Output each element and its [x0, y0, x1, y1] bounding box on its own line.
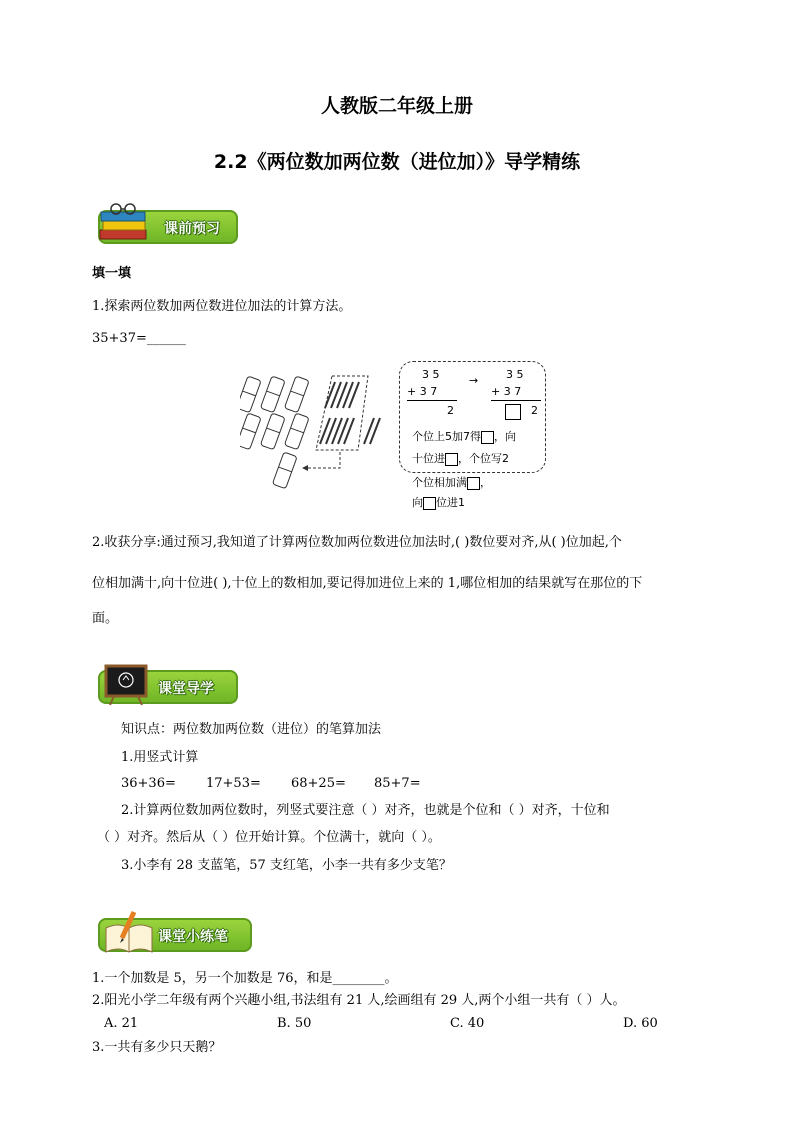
section-label-guide: 课堂导学	[158, 681, 214, 697]
guide-expr-4: 85+7=	[374, 776, 421, 791]
explain-line1-text: 个位上5加7得	[412, 430, 481, 443]
guide-item2-line1: 2.计算两位数加两位数时，列竖式要注意（ ）对齐，也就是个位和（ ）对齐，十位和	[121, 803, 610, 818]
explain-line2	[412, 452, 509, 466]
option-c[interactable]: C. 40	[450, 1016, 485, 1031]
right-sum-line	[491, 400, 541, 401]
guide-expr-2: 17+53=	[206, 776, 261, 791]
explain-line3-text: 个位相加满	[412, 476, 467, 489]
left-result: 2	[447, 404, 454, 417]
page-subtitle: 2.2《两位数加两位数（进位加）》导学精练	[213, 151, 581, 173]
right-result: 2	[531, 404, 538, 417]
practice-q3: 3.一共有多少只天鹅？	[92, 1040, 222, 1055]
right-addend: + 3 7	[491, 385, 522, 398]
explain-line4-end: 位进1	[436, 496, 465, 509]
section-label-preview: 课前预习	[164, 221, 220, 237]
preview-q1: 1.探索两位数加两位数进位加法的计算方法。	[92, 299, 352, 314]
explain-line2-text: 十位进	[412, 452, 445, 465]
guide-item3: 3.小李有 28 支蓝笔，57 支红笔，小李一共有多少支笔？	[121, 858, 452, 873]
guide-item2-line2: （ ）对齐。然后从（ ）位开始计算。个位满十，就向（ ）。	[97, 830, 441, 845]
explain-line3	[412, 476, 491, 490]
books-icon	[98, 202, 150, 246]
guide-expr-1: 36+36=	[121, 776, 176, 791]
explain-line4-text: 向	[412, 496, 423, 509]
explain-line1-end: ，向	[494, 430, 516, 443]
notebook-pencil-icon	[102, 910, 156, 956]
preview-q2-line1: 2.收获分享:通过预习,我知道了计算两位数加两位数进位加法时,( )数位要对齐,从( )位加起,个	[92, 535, 622, 550]
explain-line2-end: ，个位写2	[458, 452, 509, 465]
left-addend: + 3 7	[407, 385, 438, 398]
preview-q2-line3: 面。	[92, 611, 119, 626]
left-sum-line	[407, 400, 457, 401]
preview-q1-expr: 35+37=______	[92, 331, 186, 346]
practice-q1: 1.一个加数是 5，另一个加数是 76，和是________。	[92, 971, 398, 986]
section-banner-preview	[92, 202, 240, 248]
guide-item1: 1.用竖式计算	[121, 750, 199, 765]
right-top-number: 3 5	[506, 368, 524, 381]
blackboard-icon	[104, 664, 148, 706]
preview-q2-line2: 位相加满十,向十位进( ),十位上的数相加,要记得加进位上来的 1,哪位相加的结果就写在那位的下	[92, 576, 643, 591]
fill-heading: 填一填	[92, 266, 132, 281]
knowledge-point: 知识点：两位数加两位数（进位）的笔算加法	[121, 722, 382, 737]
explain-line3-end: ，	[480, 476, 491, 489]
option-b[interactable]: B. 50	[277, 1016, 312, 1031]
option-a[interactable]: A. 21	[104, 1016, 139, 1031]
sticks-illustration	[240, 368, 385, 493]
answer-box[interactable]	[481, 431, 494, 444]
explain-line4	[412, 496, 465, 510]
page-title: 人教版二年级上册	[320, 95, 473, 117]
answer-box[interactable]	[467, 477, 480, 490]
section-label-practice: 课堂小练笔	[158, 929, 228, 945]
option-d[interactable]: D. 60	[623, 1016, 658, 1031]
section-banner-guide	[92, 662, 240, 708]
arrow-icon: →	[469, 374, 479, 387]
tens-answer-box[interactable]	[505, 404, 521, 420]
answer-box[interactable]	[423, 497, 436, 510]
practice-q2: 2.阳光小学二年级有两个兴趣小组,书法组有 21 人,绘画组有 29 人,两个小组一共有（ ）人。	[92, 993, 626, 1008]
answer-box[interactable]	[445, 453, 458, 466]
left-top-number: 3 5	[422, 368, 440, 381]
guide-expr-3: 68+25=	[291, 776, 346, 791]
section-banner-practice	[92, 910, 254, 956]
explain-line1	[412, 430, 516, 444]
